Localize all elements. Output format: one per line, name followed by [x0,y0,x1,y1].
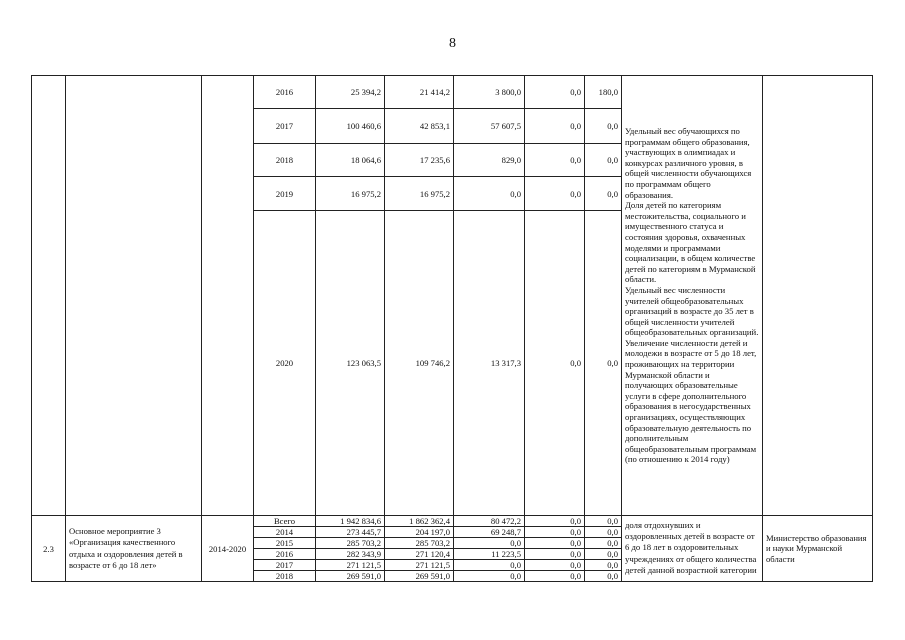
cell-other: 0,0 [585,571,622,582]
cell-executor [763,76,873,516]
cell-total: 25 394,2 [316,76,385,109]
cell-total: 100 460,6 [316,109,385,144]
indicator-text: Удельный вес обучающихся по программам общего образования, участвующих в олимпиадах и конкурсах различного уровня, в общей численности обучающихся по программам общего образования. [625,126,752,200]
page-number: 8 [449,36,456,51]
table-row [32,76,873,109]
cell-indicators [622,76,763,516]
cell-other: 180,0 [585,76,622,109]
budget-table [31,75,873,582]
cell-federal: 3 800,0 [454,76,525,109]
cell-other: 0,0 [585,549,622,560]
cell-regional: 269 591,0 [385,571,454,582]
cell-other: 0,0 [585,527,622,538]
cell-local: 0,0 [525,538,585,549]
cell-total: 18 064,6 [316,144,385,177]
cell-federal: 0,0 [454,177,525,211]
cell-local: 0,0 [525,177,585,211]
cell-total: 271 121,5 [316,560,385,571]
cell-other: 0,0 [585,109,622,144]
cell-local: 0,0 [525,109,585,144]
cell-federal: 11 223,5 [454,549,525,560]
cell-number [32,76,66,516]
cell-federal: 57 607,5 [454,109,525,144]
cell-total: 269 591,0 [316,571,385,582]
cell-local: 0,0 [525,560,585,571]
cell-total: 123 063,5 [316,211,385,516]
cell-year: 2019 [254,177,316,211]
cell-other: 0,0 [585,144,622,177]
cell-event-name [66,76,202,516]
cell-federal: 0,0 [454,538,525,549]
cell-regional: 42 853,1 [385,109,454,144]
cell-regional: 17 235,6 [385,144,454,177]
cell-total: 1 942 834,6 [316,516,385,527]
cell-local: 0,0 [525,211,585,516]
cell-regional: 21 414,2 [385,76,454,109]
cell-regional: 109 746,2 [385,211,454,516]
cell-total: 273 445,7 [316,527,385,538]
cell-federal: 69 248,7 [454,527,525,538]
cell-other: 0,0 [585,211,622,516]
cell-federal: 13 317,3 [454,211,525,516]
cell-other: 0,0 [585,516,622,527]
cell-year: 2015 [254,538,316,549]
cell-period: 2014-2020 [202,516,254,582]
cell-regional: 271 121,5 [385,560,454,571]
cell-year: Всего [254,516,316,527]
cell-total: 16 975,2 [316,177,385,211]
cell-indicator [622,516,763,582]
cell-local: 0,0 [525,144,585,177]
cell-year: 2017 [254,109,316,144]
cell-regional: 285 703,2 [385,538,454,549]
cell-regional: 271 120,4 [385,549,454,560]
cell-local: 0,0 [525,549,585,560]
indicator-text: доля отдохнувших и оздоровленных детей в возрасте от 6 до 18 лет в оздоровительных учреждениях от общего количества детей данной возрастной категории [625,520,757,575]
cell-local: 0,0 [525,527,585,538]
cell-federal: 829,0 [454,144,525,177]
cell-number: 2.3 [32,516,66,582]
indicator-text: Увеличение численности детей и молодежи в возрасте от 5 до 18 лет, проживающих на территории Мурманской области и получающих образовательные услуги в сфере дополнительного образования в негосударственных организациях, осуществляющих образовательную деятельность по дополнительным общеобразовательным программам (по отношению к 2014 году) [625,337,757,465]
cell-local: 0,0 [525,76,585,109]
indicator-text: Удельный вес численности учителей общеобразовательных организаций в возрасте до 35 лет в общей численности учителей общеобразовательных организаций. [625,284,759,338]
cell-regional: 1 862 362,4 [385,516,454,527]
cell-total: 282 343,9 [316,549,385,560]
cell-executor: Министерство образования и науки Мурманской области [763,516,873,582]
cell-other: 0,0 [585,177,622,211]
cell-federal: 80 472,2 [454,516,525,527]
cell-year: 2020 [254,211,316,516]
cell-regional: 204 197,0 [385,527,454,538]
cell-total: 285 703,2 [316,538,385,549]
cell-year: 2018 [254,144,316,177]
cell-year: 2014 [254,527,316,538]
cell-federal: 0,0 [454,560,525,571]
cell-local: 0,0 [525,571,585,582]
cell-federal: 0,0 [454,571,525,582]
cell-year: 2016 [254,549,316,560]
cell-year: 2017 [254,560,316,571]
indicator-text: Доля детей по категориям местожительства, социального и имущественного статуса и состояния здоровья, охваченных моделями и программами социализации, в общем количестве детей по категориям в Мурманской области. [625,200,756,285]
cell-year: 2018 [254,571,316,582]
table-row [32,516,873,527]
cell-other: 0,0 [585,538,622,549]
cell-period [202,76,254,516]
cell-local: 0,0 [525,516,585,527]
cell-other: 0,0 [585,560,622,571]
cell-year: 2016 [254,76,316,109]
cell-regional: 16 975,2 [385,177,454,211]
cell-event-name: Основное мероприятие 3 «Организация качественного отдыха и оздоровления детей в возрасте от 6 до 18 лет» [66,516,202,582]
